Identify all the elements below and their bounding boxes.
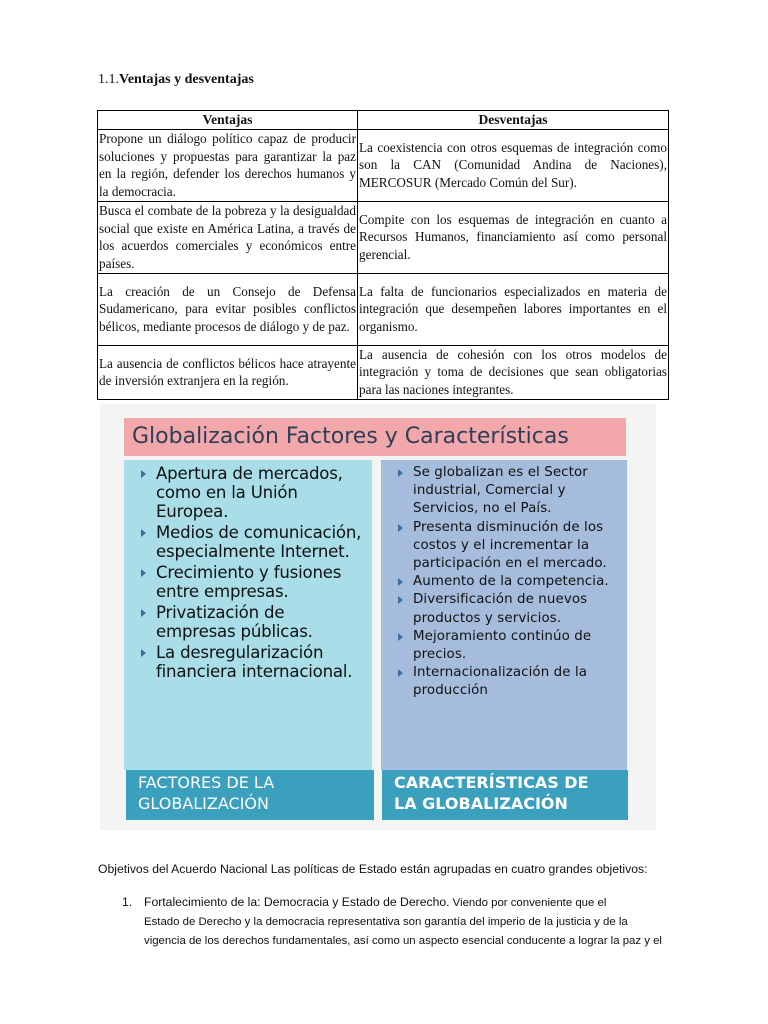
section-number: 1.1. [98, 72, 119, 87]
factores-panel [124, 460, 372, 770]
caracteristica-item: Diversificación de nuevos productos y servicios. [395, 591, 623, 627]
objective-text-inline: Viendo por conveniente que el [449, 897, 607, 909]
objective-item [122, 893, 662, 951]
section-heading [98, 72, 254, 88]
caracteristica-item: Internacionalización de la producción [395, 664, 623, 700]
globalization-infographic [100, 404, 656, 830]
table-cell: Busca el combate de la pobreza y la desigualdad social que existe en América Latina, a través de los acuerdos comerciales y económicos entre países. [98, 201, 358, 273]
table-cell: Propone un diálogo político capaz de producir soluciones y propuestas para garantizar la paz en la región, defender los derechos humanos y la democracia. [98, 129, 358, 201]
objectives-title: Objetivos del Acuerdo Nacional Las políticas de Estado están agrupadas en cuatro grandes objetivos: [98, 862, 648, 876]
table-row [98, 273, 669, 345]
table-cell: La ausencia de cohesión con los otros modelos de integración y toma de decisiones que sean obligatorias para las naciones integrantes. [358, 345, 669, 399]
objective-text: Estado de Derecho y la democracia representativa son garantía del imperio de la justicia y de la vigencia de los derechos fundamentales, así como un aspecto esencial conducente a lograr la paz y el [144, 916, 662, 947]
caracteristica-item: Presenta disminución de los costos y el incrementar la participación en el mercado. [395, 519, 623, 574]
table-cell: La creación de un Consejo de Defensa Sudamericano, para evitar posibles conflictos bélicos, mediante procesos de diálogo y de paz. [98, 273, 358, 345]
table-cell: La falta de funcionarios especializados en materia de integración que desempeñen labores importantes en el organismo. [358, 273, 669, 345]
table-row [98, 345, 669, 399]
table-header-row [98, 111, 669, 130]
factor-item: Privatización de empresas públicas. [138, 603, 368, 641]
column-header-desventajas: Desventajas [358, 111, 669, 130]
table-cell: Compite con los esquemas de integración en cuanto a Recursos Humanos, financiamiento así como personal gerencial. [358, 201, 669, 273]
caracteristica-item: Aumento de la competencia. [395, 573, 623, 591]
infographic-title: Globalización Factores y Características [124, 418, 626, 456]
caracteristicas-panel [381, 460, 627, 770]
advantages-table [97, 110, 669, 400]
factor-item: Medios de comunicación, especialmente Internet. [138, 523, 368, 561]
column-header-ventajas: Ventajas [98, 111, 358, 130]
factor-item: Apertura de mercados, como en la Unión Europea. [138, 464, 368, 521]
table-cell: La coexistencia con otros esquemas de integración como son la CAN (Comunidad Andina de Naciones), MERCOSUR (Mercado Común del Sur). [358, 129, 669, 201]
caracteristica-item: Mejoramiento continúo de precios. [395, 628, 623, 664]
factores-label: FACTORES DE LA GLOBALIZACIÓN [126, 770, 374, 820]
caracteristicas-label: CARACTERÍSTICAS DE LA GLOBALIZACIÓN [382, 770, 628, 820]
table-row [98, 201, 669, 273]
factor-item: Crecimiento y fusiones entre empresas. [138, 563, 368, 601]
table-cell: La ausencia de conflictos bélicos hace atrayente de inversión extranjera en la región. [98, 345, 358, 399]
objective-number: 1. [122, 895, 133, 909]
table-row [98, 129, 669, 201]
section-title: Ventajas y desventajas [119, 72, 254, 87]
objective-lead: Fortalecimiento de la: Democracia y Estado de Derecho. [144, 895, 450, 909]
caracteristica-item: Se globalizan es el Sector industrial, Comercial y Servicios, no el País. [395, 464, 623, 519]
factor-item: La desregularización financiera internacional. [138, 643, 368, 681]
